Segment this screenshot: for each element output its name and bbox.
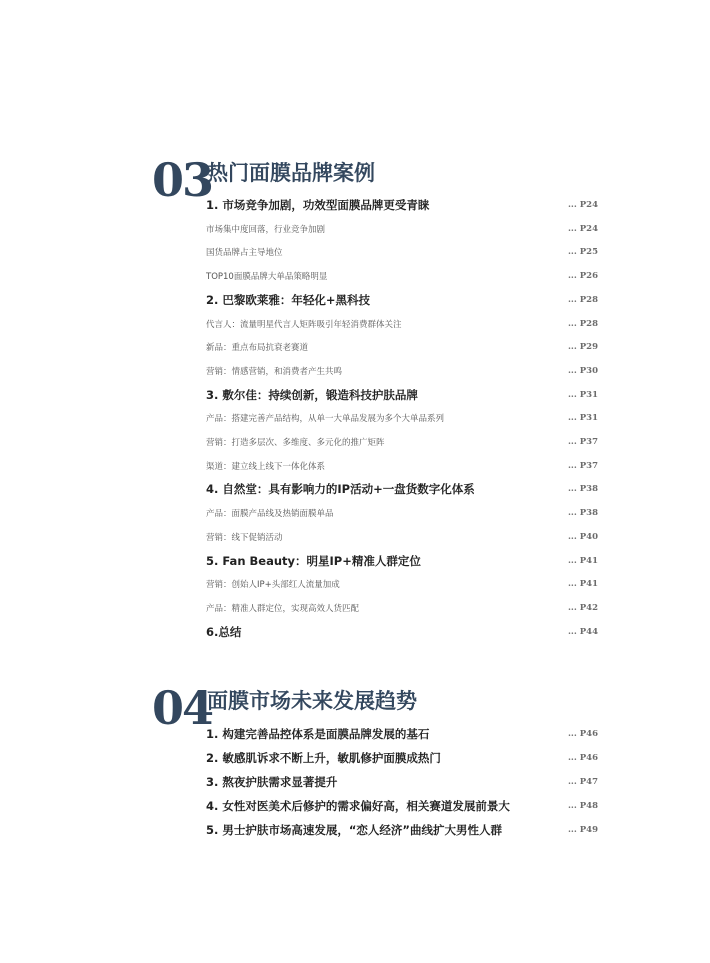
toc-entry-page: ... P49 bbox=[567, 825, 598, 835]
section-title: 面膜市场未来发展趋势 bbox=[207, 688, 417, 713]
toc-entry-page: ... P38 bbox=[567, 508, 598, 519]
toc-entry-page: ... P44 bbox=[567, 626, 598, 637]
toc-entry-page: ... P38 bbox=[567, 484, 598, 495]
toc-entry-page: ... P46 bbox=[567, 753, 598, 763]
toc-entry-page: ... P29 bbox=[567, 342, 598, 353]
toc-entry-label: 营销：创始人IP+头部红人流量加成 bbox=[206, 580, 340, 591]
toc-entry-label: 渠道：建立线上线下一体化体系 bbox=[206, 461, 326, 472]
toc-entry-label: 2. 巴黎欧莱雅：年轻化+黑科技 bbox=[206, 292, 371, 307]
toc-entry-page: ... P42 bbox=[567, 602, 598, 613]
toc-entry-page: ... P46 bbox=[567, 729, 598, 739]
toc-entry-page: ... P24 bbox=[567, 223, 598, 234]
section-number: 04 bbox=[152, 681, 213, 735]
toc-entry-label: 营销：线下促销活动 bbox=[206, 532, 283, 543]
toc-entry-label: 1. 构建完善品控体系是面膜品牌发展的基石 bbox=[206, 727, 430, 741]
toc-entry-page: ... P31 bbox=[567, 389, 598, 400]
toc-entry-label: 4. 女性对医美术后修护的需求偏好高，相关赛道发展前景大 bbox=[206, 799, 510, 813]
toc-entry-label: 2. 敏感肌诉求不断上升，敏肌修护面膜成热门 bbox=[206, 751, 441, 765]
toc-entry-label: 产品：面膜产品线及热销面膜单品 bbox=[206, 509, 334, 520]
toc-entry-page: ... P41 bbox=[567, 555, 598, 566]
toc-entry-page: ... P30 bbox=[567, 365, 598, 376]
toc-entry-label: 国货品牌占主导地位 bbox=[206, 248, 283, 259]
toc-entry-label: 产品：搭建完善产品结构，从单一大单品发展为多个大单品系列 bbox=[206, 414, 445, 425]
toc-entry-label: 1. 市场竞争加剧，功效型面膜品牌更受青睐 bbox=[206, 198, 430, 212]
toc-entry-page: ... P24 bbox=[567, 200, 598, 210]
toc-entry-page: ... P31 bbox=[567, 413, 598, 424]
toc-entry-page: ... P37 bbox=[567, 460, 598, 471]
toc-entry-label: 营销：情感营销，和消费者产生共鸣 bbox=[206, 366, 343, 377]
toc-entry-page: ... P41 bbox=[567, 579, 598, 590]
toc-entry-label: 代言人：流量明星代言人矩阵吸引年轻消费群体关注 bbox=[206, 319, 402, 330]
toc-entry-label: 4. 自然堂：具有影响力的IP活动+一盘货数字化体系 bbox=[206, 482, 475, 497]
toc-entry-page: ... P25 bbox=[567, 247, 598, 258]
toc-entry-label: 市场集中度回落，行业竞争加剧 bbox=[206, 224, 326, 235]
toc-entry-label: 3. 熬夜护肤需求显著提升 bbox=[206, 775, 338, 789]
toc-entry-page: ... P28 bbox=[567, 294, 598, 305]
toc-entry-page: ... P37 bbox=[567, 437, 598, 447]
section-title: 热门面膜品牌案例 bbox=[207, 160, 375, 185]
section-number: 03 bbox=[152, 153, 213, 207]
toc-entry-label: 新品：重点布局抗衰老赛道 bbox=[206, 343, 309, 354]
toc-entry-label: 5. Fan Beauty：明星IP+精准人群定位 bbox=[206, 553, 421, 568]
toc-entry-page: ... P47 bbox=[567, 777, 598, 787]
toc-entry-label: TOP10面膜品牌大单品策略明显 bbox=[206, 272, 328, 283]
toc-entry-page: ... P48 bbox=[567, 801, 598, 811]
toc-entry-label: 5. 男士护肤市场高速发展，“恋人经济”曲线扩大男性人群 bbox=[206, 823, 502, 837]
toc-entry-label: 营销：打造多层次、多维度、多元化的推广矩阵 bbox=[206, 438, 385, 448]
toc-entry-page: ... P26 bbox=[567, 271, 598, 282]
toc-entry-label: 产品：精准人群定位，实现高效人货匹配 bbox=[206, 603, 360, 614]
toc-entry-page: ... P40 bbox=[567, 531, 598, 542]
toc-entry-label: 3. 敷尔佳：持续创新，锻造科技护肤品牌 bbox=[206, 387, 418, 402]
toc-entry-label: 6.总结 bbox=[206, 624, 242, 639]
toc-entry-page: ... P28 bbox=[567, 318, 598, 329]
